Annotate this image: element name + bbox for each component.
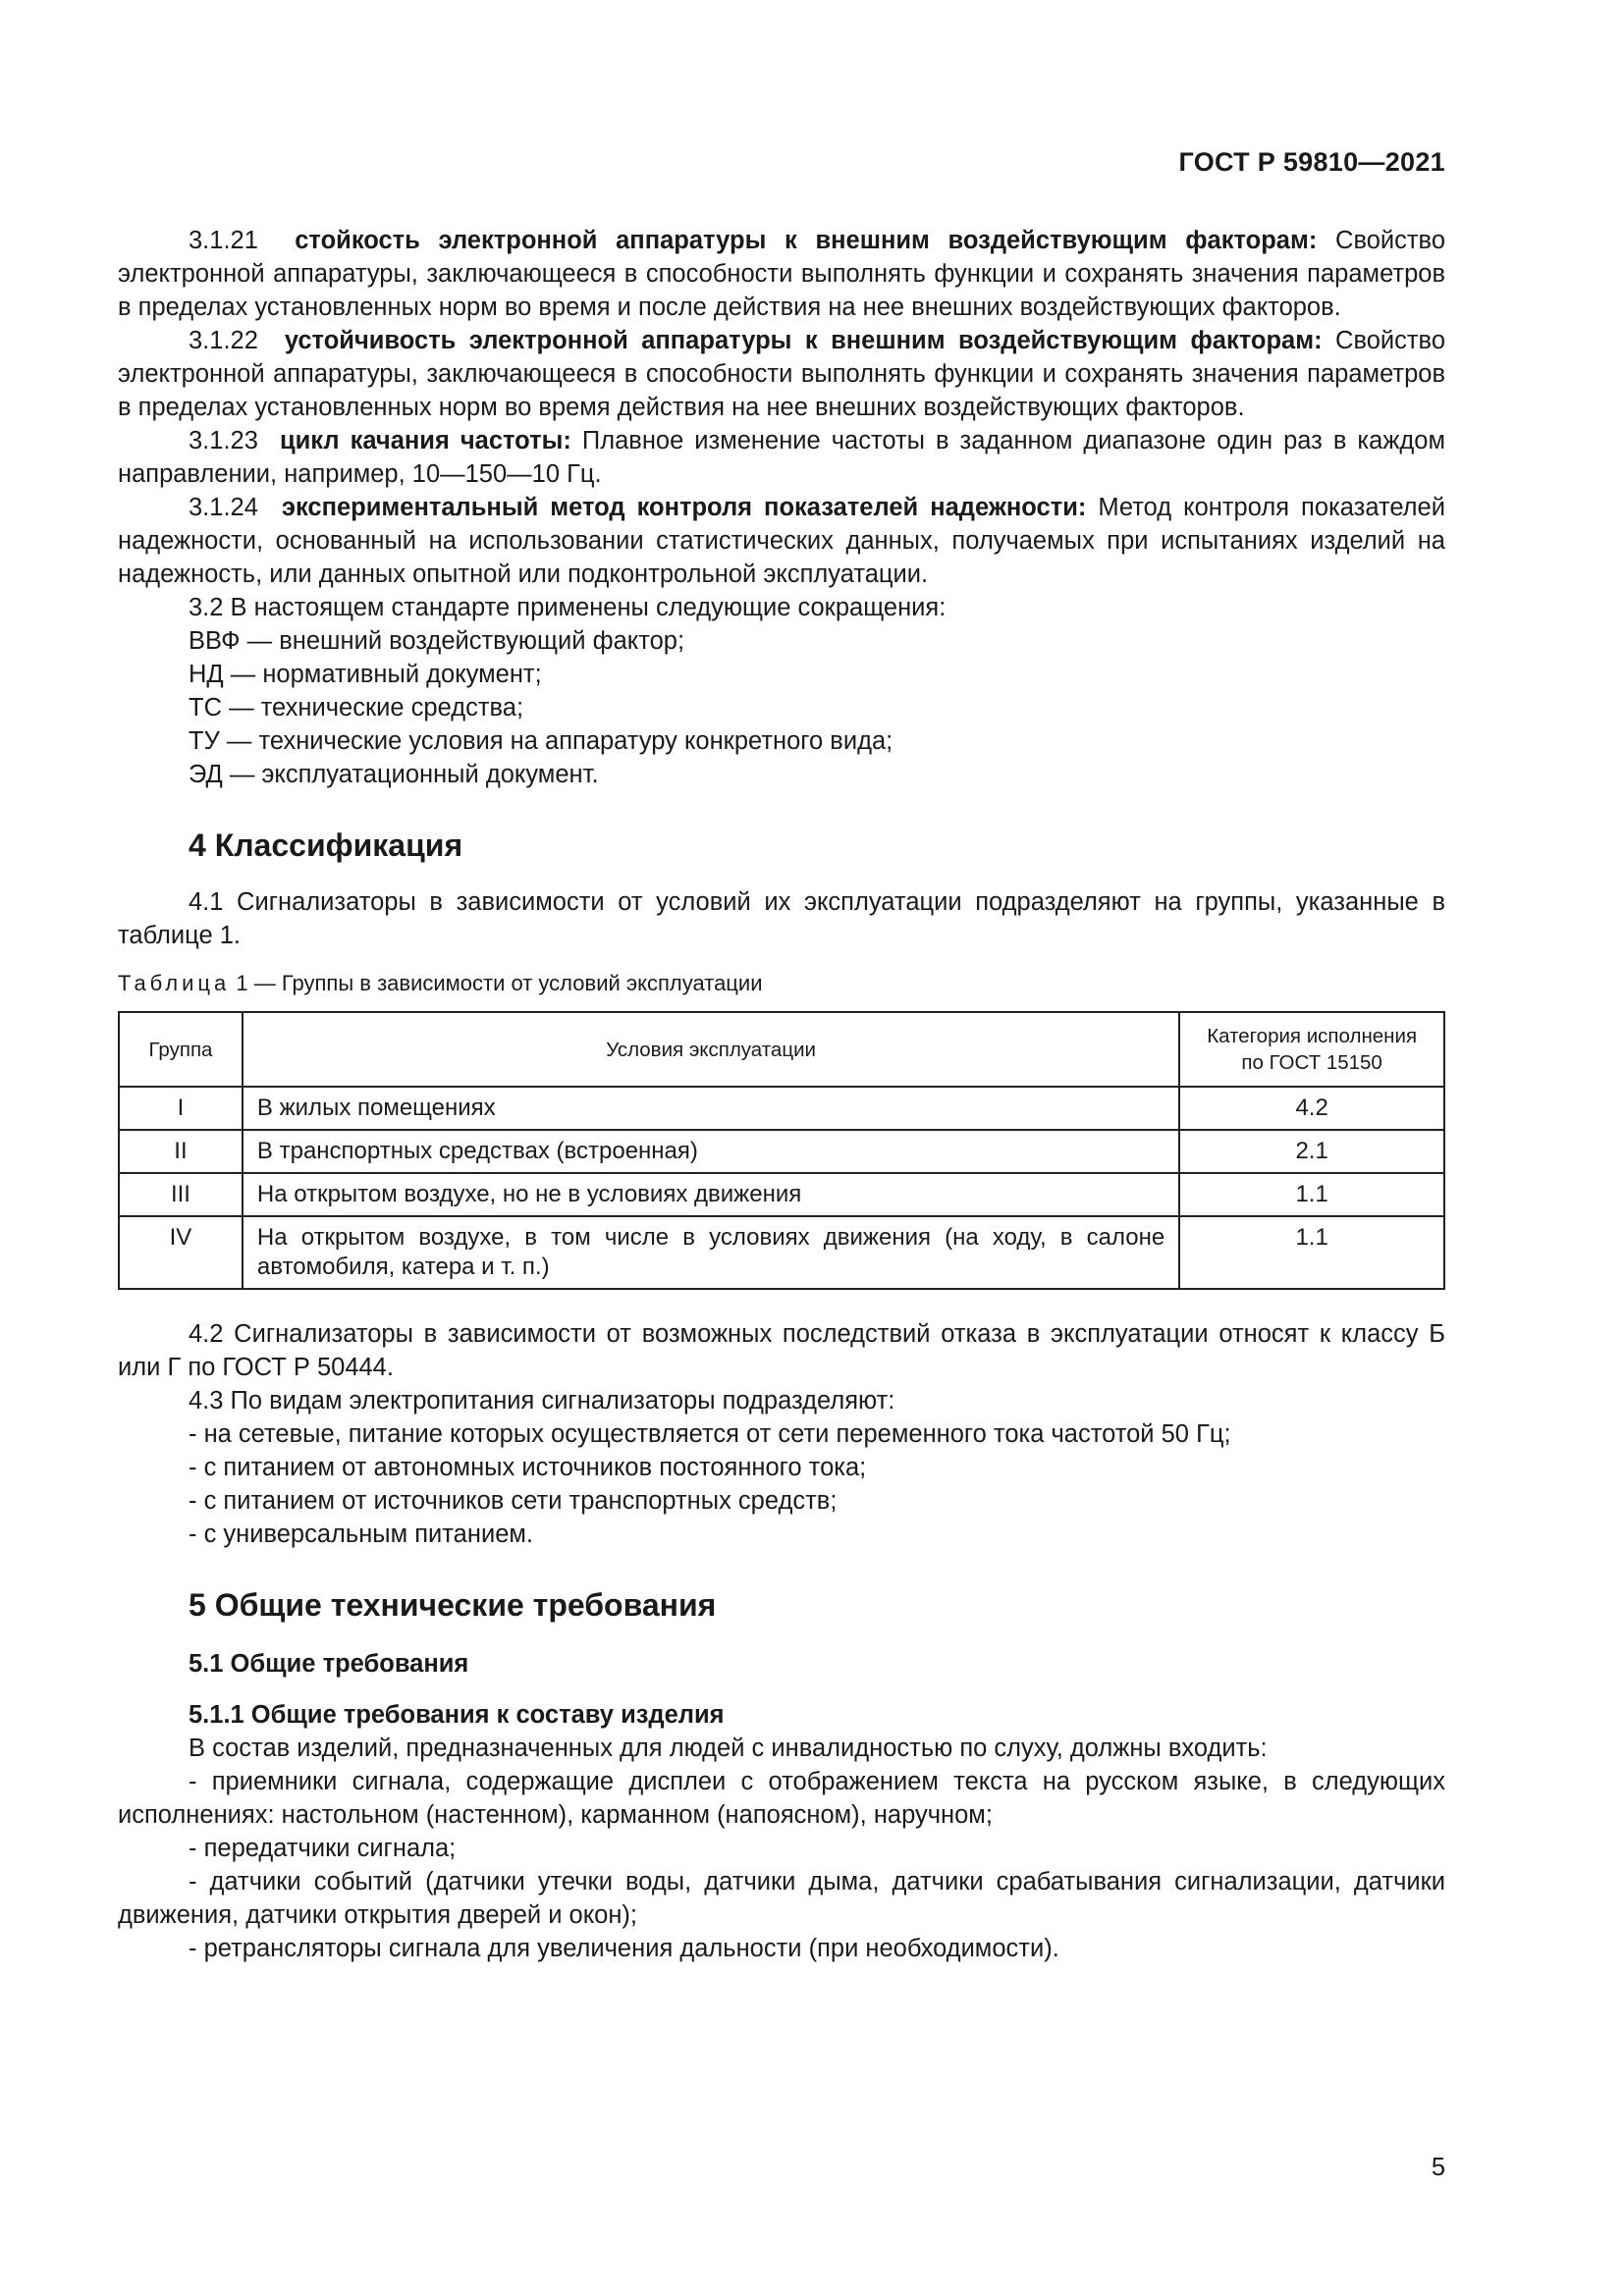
abbreviation-item: ВВФ — внешний воздействующий фактор; (189, 627, 685, 655)
table-row (119, 1216, 1444, 1289)
definition-number: 3.1.22 (189, 327, 258, 354)
definition-3-1-24 (118, 491, 1445, 591)
power-item: - с питанием от источников сети транспортных средств; (189, 1487, 838, 1515)
definition-text: Свойство электронной аппаратуры, заключающееся в способности выполнять функции и сохранять значения параметров в пределах установленных норм во время и после действия на нее внешних воздействующих факторов. (118, 227, 1446, 321)
definition-3-1-23 (118, 424, 1445, 491)
definition-3-1-22 (118, 324, 1445, 424)
definition-3-1-21 (118, 224, 1445, 324)
cell-category: 4.2 (1179, 1087, 1444, 1130)
cell-category: 2.1 (1179, 1130, 1444, 1173)
cell-conditions: На открытом воздухе, в том числе в условиях движения (на ходу, в салоне автомобиля, катера и т. п.) (243, 1216, 1179, 1289)
composition-item: - ретрансляторы сигнала для увеличения дальности (при необходимости). (189, 1935, 1059, 1962)
table-row (119, 1087, 1444, 1130)
abbreviation-item: ТУ — технические условия на аппаратуру конкретного вида; (189, 727, 893, 755)
abbreviation-item: НД — нормативный документ; (189, 661, 542, 688)
composition-item: - передатчики сигнала; (189, 1835, 457, 1862)
power-item: - с питанием от автономных источников постоянного тока; (189, 1454, 867, 1481)
paragraph-4-2: 4.2 Сигнализаторы в зависимости от возможных последствий отказа в эксплуатации относят к классу Б или Г по ГОСТ Р 50444. (118, 1320, 1445, 1381)
section-5-heading: 5 Общие технические требования (189, 1587, 717, 1623)
document-code: ГОСТ Р 59810—2021 (1178, 147, 1445, 177)
definition-term: экспериментальный метод контроля показателей надежности: (281, 494, 1087, 521)
table-row (119, 1130, 1444, 1173)
cell-group: III (119, 1173, 243, 1216)
definition-text: Свойство электронной аппаратуры, заключающееся в способности выполнять функции и сохранять значения параметров в пределах установленных норм во время действия на нее внешних воздействующих факторов. (118, 327, 1446, 421)
paragraph-4-3: 4.3 По видам электропитания сигнализаторы подразделяют: (189, 1387, 895, 1415)
cell-category: 1.1 (1179, 1216, 1444, 1289)
groups-table (118, 1011, 1445, 1290)
cell-conditions: В жилых помещениях (243, 1087, 1179, 1130)
section-4-heading: 4 Классификация (189, 828, 463, 863)
page-number: 5 (1431, 2154, 1445, 2181)
paragraph-4-1: 4.1 Сигнализаторы в зависимости от условий их эксплуатации подразделяют на группы, указанные в таблице 1. (118, 888, 1445, 949)
definition-term: цикл качания частоты: (279, 427, 571, 454)
definition-number: 3.1.21 (189, 227, 258, 254)
definition-text: Плавное изменение частоты в заданном диапазоне один раз в каждом направлении, например, 10—150—10 Гц. (118, 427, 1445, 488)
header-group: Группа (119, 1012, 243, 1087)
table-caption (118, 970, 1445, 997)
cell-group: I (119, 1087, 243, 1130)
power-item: - с универсальным питанием. (189, 1521, 533, 1548)
subsection-5-1-1-heading: 5.1.1 Общие требования к составу изделия (189, 1701, 725, 1729)
definition-number: 3.1.23 (189, 427, 258, 454)
cell-conditions: На открытом воздухе, но не в условиях движения (243, 1173, 1179, 1216)
header-category: Категория исполнения по ГОСТ 15150 (1179, 1012, 1444, 1087)
cell-group: II (119, 1130, 243, 1173)
cell-conditions: В транспортных средствах (встроенная) (243, 1130, 1179, 1173)
definition-term: устойчивость электронной аппаратуры к внешним воздействующим факторам: (284, 327, 1323, 354)
page-content (118, 224, 1445, 1965)
subsection-5-1-heading: 5.1 Общие требования (189, 1650, 469, 1678)
table-caption-text: 1 — Группы в зависимости от условий эксплуатации (236, 971, 763, 995)
composition-item: - датчики событий (датчики утечки воды, датчики дыма, датчики срабатывания сигнализации, датчики движения, датчики открытия дверей и окон); (118, 1868, 1445, 1929)
table-header-row (119, 1012, 1444, 1087)
definition-text: Метод контроля показателей надежности, основанный на использовании статистических данных, получаемых при испытаниях изделий на надежность, или данных опытной или подконтрольной эксплуатации. (118, 494, 1445, 588)
definition-term: стойкость электронной аппаратуры к внешним воздействующим факторам: (295, 227, 1318, 254)
header-conditions: Условия эксплуатации (243, 1012, 1179, 1087)
power-item: - на сетевые, питание которых осуществляется от сети переменного тока частотой 50 Гц; (189, 1420, 1231, 1448)
paragraph-5-1-1-intro: В состав изделий, предназначенных для людей с инвалидностью по слуху, должны входить: (189, 1735, 1268, 1762)
cell-category: 1.1 (1179, 1173, 1444, 1216)
abbreviation-item: ЭД — эксплуатационный документ. (189, 761, 599, 788)
definition-number: 3.1.24 (189, 494, 258, 521)
table-row (119, 1173, 1444, 1216)
composition-item: - приемники сигнала, содержащие дисплеи с отображением текста на русском языке, в следующих исполнениях: настольном (настенном), карманном (напоясном), наручном; (118, 1768, 1445, 1829)
abbreviation-item: ТС — технические средства; (189, 694, 524, 721)
abbreviations-intro: 3.2 В настоящем стандарте применены следующие сокращения: (189, 594, 947, 621)
table-caption-word: Таблица (118, 971, 231, 995)
cell-group: IV (119, 1216, 243, 1289)
